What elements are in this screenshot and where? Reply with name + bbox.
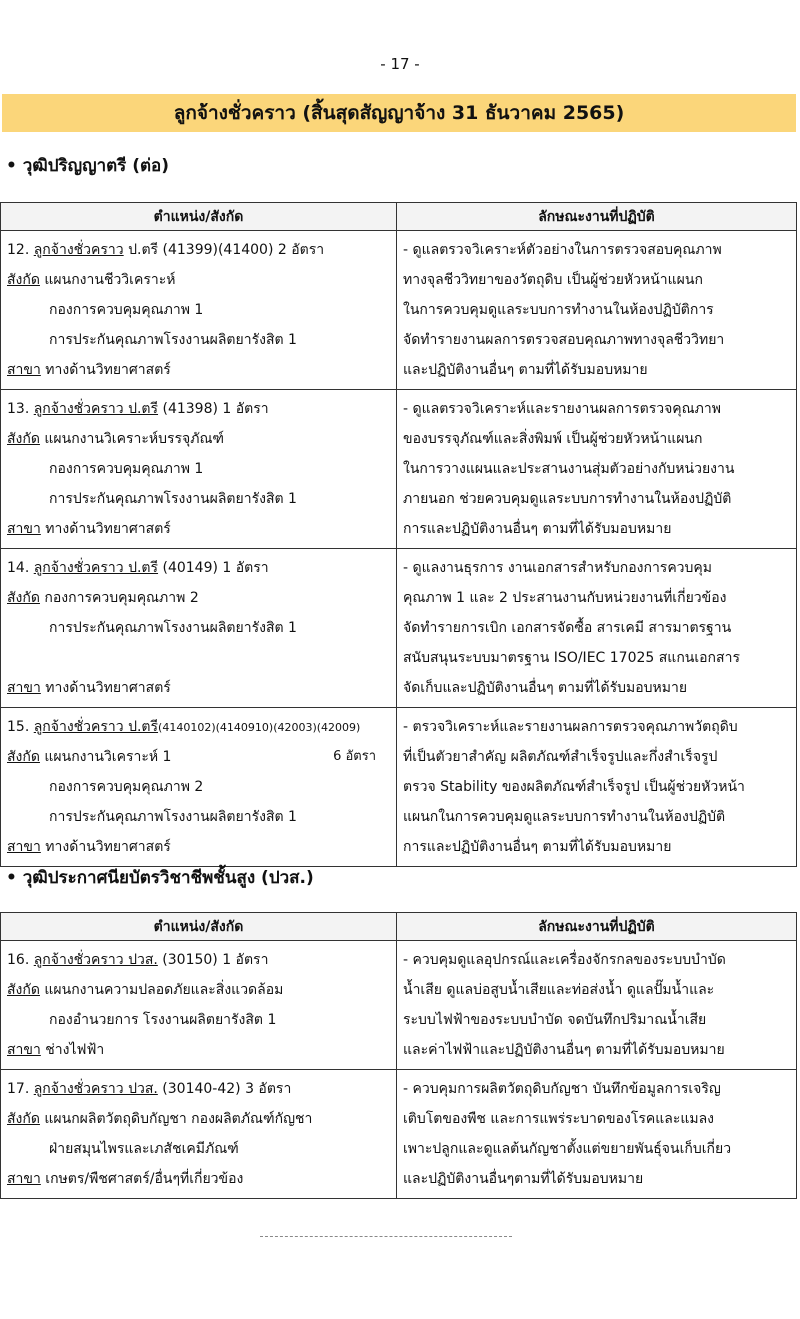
position-title: ลูกจ้างชั่วคราว ปวส. xyxy=(33,952,158,968)
column-header-duties: ลักษณะงานที่ปฏิบัติ xyxy=(397,203,797,231)
table-row xyxy=(1,390,797,549)
org-line: การประกันคุณภาพโรงงานผลิตยารังสิต 1 xyxy=(49,332,297,348)
branch-value: ทางด้านวิทยาศาสตร์ xyxy=(45,839,171,855)
duties-cell xyxy=(397,708,797,867)
org-line: กองการควบคุมคุณภาพ 2 xyxy=(44,590,199,606)
org-line: แผนกงานชีววิเคราะห์ xyxy=(44,272,176,288)
position-code: (30140-42) 3 อัตรา xyxy=(157,1081,292,1097)
section-heading-text: วุฒิปริญญาตรี (ต่อ) xyxy=(22,156,170,176)
position-title: ลูกจ้างชั่วคราว ป.ตรี xyxy=(33,719,159,735)
org-line: แผนกงานวิเคราะห์ 1 xyxy=(44,749,172,765)
org-line: กองการควบคุมคุณภาพ 2 xyxy=(49,779,204,795)
table-row xyxy=(1,1070,797,1199)
duty-line: การและปฏิบัติงานอื่นๆ ตามที่ได้รับมอบหมาย xyxy=(403,839,672,855)
duty-line: ทางจุลชีววิทยาของวัตถุดิบ เป็นผู้ช่วยหัวหน้าแผนก xyxy=(403,272,703,288)
org-line: ฝ่ายสมุนไพรและเภสัชเคมีภัณฑ์ xyxy=(49,1141,239,1157)
duties-cell xyxy=(397,390,797,549)
org-line: การประกันคุณภาพโรงงานผลิตยารังสิต 1 xyxy=(49,620,297,636)
table-row xyxy=(1,231,797,390)
position-cell xyxy=(1,390,397,549)
org-label: สังกัด xyxy=(7,590,40,606)
branch-value: ทางด้านวิทยาศาสตร์ xyxy=(45,521,171,537)
duty-line: ที่เป็นตัวยาสำคัญ ผลิตภัณฑ์สำเร็จรูปและกึ่งสำเร็จรูป xyxy=(403,749,718,765)
row-number: 12. xyxy=(7,242,34,258)
duty-line: - ดูแลตรวจวิเคราะห์ตัวอย่างในการตรวจสอบคุณภาพ xyxy=(403,242,722,258)
position-title: ลูกจ้างชั่วคราว xyxy=(33,242,124,258)
duty-line: ในการควบคุมดูแลระบบการทำงานในห้องปฏิบัติการ xyxy=(403,302,714,318)
row-number: 15. xyxy=(7,719,34,735)
position-code: (41398) 1 อัตรา xyxy=(158,401,269,417)
duties-cell xyxy=(397,941,797,1070)
duty-line: - ดูแลตรวจวิเคราะห์และรายงานผลการตรวจคุณภาพ xyxy=(403,401,721,417)
column-header-position: ตำแหน่ง/สังกัด xyxy=(1,913,397,941)
page-number: - 17 - xyxy=(380,55,420,73)
org-line: การประกันคุณภาพโรงงานผลิตยารังสิต 1 xyxy=(49,809,297,825)
table-row xyxy=(1,549,797,708)
column-header-duties: ลักษณะงานที่ปฏิบัติ xyxy=(397,913,797,941)
duty-line: น้ำเสีย ดูแลบ่อสูบน้ำเสียและท่อส่งน้ำ ดูแลปั๊มน้ำและ xyxy=(403,982,715,998)
org-label: สังกัด xyxy=(7,272,40,288)
position-cell xyxy=(1,231,397,390)
position-cell xyxy=(1,708,397,867)
branch-label: สาขา xyxy=(7,680,41,696)
section-heading-bachelor: • วุฒิปริญญาตรี (ต่อ) xyxy=(6,156,170,176)
duty-line: เติบโตของพืช และการแพร่ระบาดของโรคและแมลง xyxy=(403,1111,715,1127)
duty-line: สนับสนุนระบบมาตรฐาน ISO/IEC 17025 สแกนเอกสาร xyxy=(403,650,740,666)
branch-value: เกษตร/พืชศาสตร์/อื่นๆที่เกี่ยวข้อง xyxy=(45,1171,244,1187)
duty-line: จัดเก็บและปฏิบัติงานอื่นๆ ตามที่ได้รับมอบหมาย xyxy=(403,680,688,696)
duties-cell xyxy=(397,1070,797,1199)
duty-line: ตรวจ Stability ของผลิตภัณฑ์สำเร็จรูป เป็นผู้ช่วยหัวหน้า xyxy=(403,779,745,795)
duty-line: จัดทำรายงานผลการตรวจสอบคุณภาพทางจุลชีววิทยา xyxy=(403,332,725,348)
branch-label: สาขา xyxy=(7,839,41,855)
branch-value: ทางด้านวิทยาศาสตร์ xyxy=(45,362,171,378)
branch-label: สาขา xyxy=(7,1042,41,1058)
duties-cell xyxy=(397,549,797,708)
duty-line: และปฏิบัติงานอื่นๆตามที่ได้รับมอบหมาย xyxy=(403,1171,644,1187)
org-line: แผนกงานวิเคราะห์บรรจุภัณฑ์ xyxy=(44,431,225,447)
duty-line: - ควบคุมดูแลอุปกรณ์และเครื่องจักรกลของระบบบำบัด xyxy=(403,952,726,968)
org-line: แผนกผลิตวัตถุดิบกัญชา กองผลิตภัณฑ์กัญชา xyxy=(44,1111,313,1127)
duty-line: และค่าไฟฟ้าและปฏิบัติงานอื่นๆ ตามที่ได้รับมอบหมาย xyxy=(403,1042,725,1058)
position-quantity: 6 อัตรา xyxy=(333,749,376,764)
row-number: 17. xyxy=(7,1081,34,1097)
branch-value: ช่างไฟฟ้า xyxy=(45,1042,105,1058)
duty-line: คุณภาพ 1 และ 2 ประสานงานกับหน่วยงานที่เกี่ยวข้อง xyxy=(403,590,727,606)
branch-label: สาขา xyxy=(7,1171,41,1187)
position-title: ลูกจ้างชั่วคราว ป.ตรี xyxy=(33,401,159,417)
duty-line: - ควบคุมการผลิตวัตถุดิบกัญชา บันทึกข้อมูลการเจริญ xyxy=(403,1081,721,1097)
org-label: สังกัด xyxy=(7,1111,40,1127)
duty-line: ภายนอก ช่วยควบคุมดูแลระบบการทำงานในห้องปฏิบัติ xyxy=(403,491,732,507)
duty-line: ในการวางแผนและประสานงานสุ่มตัวอย่างกับหน่วยงาน xyxy=(403,461,735,477)
org-line: กองการควบคุมคุณภาพ 1 xyxy=(49,461,204,477)
org-line: แผนกงานความปลอดภัยและสิ่งแวดล้อม xyxy=(44,982,284,998)
duty-line: ระบบไฟฟ้าของระบบบำบัด จดบันทึกปริมาณน้ำเสีย xyxy=(403,1012,707,1028)
duty-line: - ตรวจวิเคราะห์และรายงานผลการตรวจคุณภาพวัตถุดิบ xyxy=(403,719,738,735)
branch-value: ทางด้านวิทยาศาสตร์ xyxy=(45,680,171,696)
duties-cell xyxy=(397,231,797,390)
org-line: กองอำนวยการ โรงงานผลิตยารังสิต 1 xyxy=(49,1012,277,1028)
position-code: (4140102)(4140910)(42003)(42009) xyxy=(158,721,361,734)
duty-line: เพาะปลูกและดูแลต้นกัญชาตั้งแต่ขยายพันธุ์จนเก็บเกี่ยว xyxy=(403,1141,732,1157)
bachelor-table xyxy=(0,202,797,867)
diploma-table xyxy=(0,912,797,1199)
position-cell xyxy=(1,941,397,1070)
row-number: 14. xyxy=(7,560,34,576)
position-code: ป.ตรี (41399)(41400) 2 อัตรา xyxy=(123,242,325,258)
duty-line: - ดูแลงานธุรการ งานเอกสารสำหรับกองการควบคุม xyxy=(403,560,713,576)
duty-line: แผนกในการควบคุมดูแลระบบการทำงานในห้องปฏิบัติ xyxy=(403,809,726,825)
branch-label: สาขา xyxy=(7,521,41,537)
section-heading-diploma: • วุฒิประกาศนียบัตรวิชาชีพชั้นสูง (ปวส.) xyxy=(6,868,314,888)
branch-label: สาขา xyxy=(7,362,41,378)
org-label: สังกัด xyxy=(7,749,40,765)
org-line: การประกันคุณภาพโรงงานผลิตยารังสิต 1 xyxy=(49,491,297,507)
position-cell xyxy=(1,549,397,708)
row-number: 16. xyxy=(7,952,34,968)
position-code: (30150) 1 อัตรา xyxy=(157,952,269,968)
position-title: ลูกจ้างชั่วคราว ปวส. xyxy=(33,1081,158,1097)
position-cell xyxy=(1,1070,397,1199)
duty-line: การและปฏิบัติงานอื่นๆ ตามที่ได้รับมอบหมาย xyxy=(403,521,672,537)
row-number: 13. xyxy=(7,401,34,417)
org-label: สังกัด xyxy=(7,431,40,447)
org-label: สังกัด xyxy=(7,982,40,998)
table-row xyxy=(1,708,797,867)
duty-line: และปฏิบัติงานอื่นๆ ตามที่ได้รับมอบหมาย xyxy=(403,362,648,378)
position-code: (40149) 1 อัตรา xyxy=(158,560,269,576)
section-heading-text: วุฒิประกาศนียบัตรวิชาชีพชั้นสูง (ปวส.) xyxy=(22,868,314,888)
duty-line: จัดทำรายการเบิก เอกสารจัดซื้อ สารเคมี สารมาตรฐาน xyxy=(403,620,732,636)
table-row xyxy=(1,941,797,1070)
end-divider xyxy=(260,1236,512,1237)
column-header-position: ตำแหน่ง/สังกัด xyxy=(1,203,397,231)
banner-title: ลูกจ้างชั่วคราว (สิ้นสุดสัญญาจ้าง 31 ธันวาคม 2565) xyxy=(2,94,796,132)
org-line: กองการควบคุมคุณภาพ 1 xyxy=(49,302,204,318)
duty-line: ของบรรจุภัณฑ์และสิ่งพิมพ์ เป็นผู้ช่วยหัวหน้าแผนก xyxy=(403,431,703,447)
position-title: ลูกจ้างชั่วคราว ป.ตรี xyxy=(33,560,159,576)
